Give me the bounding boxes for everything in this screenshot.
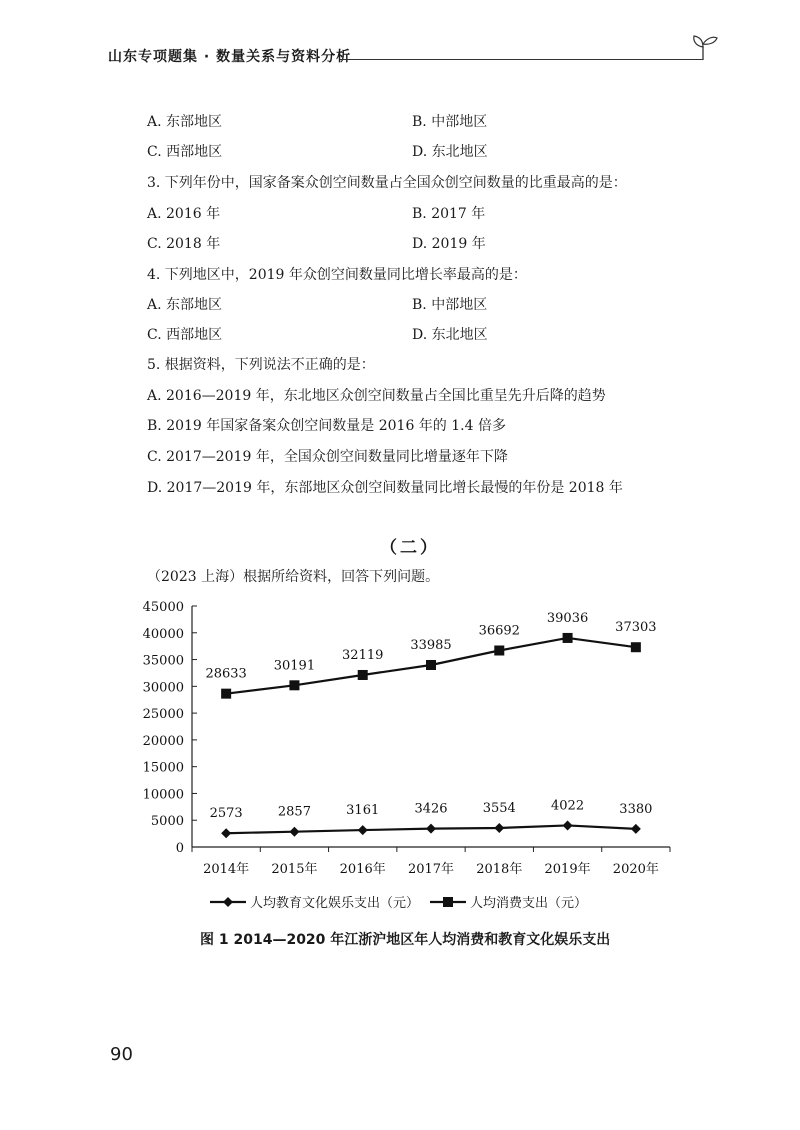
y-tick-label: 45000 bbox=[142, 600, 184, 615]
series-2-point bbox=[631, 642, 641, 652]
y-tick-label: 5000 bbox=[150, 814, 184, 830]
q5-stem: 5. 根据资料，下列说法不正确的是： bbox=[147, 357, 375, 373]
legend-marker-diamond bbox=[223, 897, 233, 907]
y-tick-label: 25000 bbox=[142, 707, 184, 723]
data-label: 3380 bbox=[619, 801, 653, 817]
series-2-point bbox=[426, 660, 436, 670]
y-tick-label: 35000 bbox=[142, 653, 184, 669]
x-tick-label: 2017年 bbox=[407, 862, 455, 877]
q4-option-a: A. 东部地区 bbox=[147, 297, 223, 313]
header-title: 山东专项题集 · 数量关系与资料分析 bbox=[108, 49, 352, 65]
data-label: 2573 bbox=[209, 806, 243, 822]
data-label: 3554 bbox=[482, 800, 516, 816]
header-rule bbox=[340, 59, 703, 60]
q3-option-d: D. 2019 年 bbox=[412, 236, 486, 252]
figure-caption: 图 1 2014—2020 年江浙沪地区年人均消费和教育文化娱乐支出 bbox=[200, 932, 611, 948]
series-1-point bbox=[494, 823, 504, 833]
x-tick-label: 2014年 bbox=[203, 862, 250, 877]
section-intro: （2023 上海）根据所给资料，回答下列问题。 bbox=[147, 569, 440, 585]
y-tick-label: 15000 bbox=[142, 760, 184, 776]
legend-marker-square bbox=[443, 897, 453, 907]
y-tick-label: 10000 bbox=[142, 787, 184, 803]
data-label: 3426 bbox=[414, 801, 448, 817]
series-1-point bbox=[631, 824, 641, 834]
y-tick-label: 40000 bbox=[142, 626, 184, 642]
data-label: 32119 bbox=[342, 647, 384, 663]
data-label: 39036 bbox=[546, 610, 589, 626]
q4-option-b: B. 中部地区 bbox=[412, 297, 488, 313]
data-label: 33985 bbox=[410, 637, 452, 653]
q5-option-d: D. 2017—2019 年，东部地区众创空间数量同比增长最慢的年份是 2018 年 bbox=[147, 480, 623, 496]
q4-option-d: D. 东北地区 bbox=[412, 327, 488, 343]
q3-option-b: B. 2017 年 bbox=[412, 206, 486, 222]
data-label: 3161 bbox=[346, 803, 380, 819]
q4-option-c: C. 西部地区 bbox=[147, 327, 223, 343]
q5-option-a: A. 2016—2019 年，东北地区众创空间数量占全国比重呈先升后降的趋势 bbox=[147, 388, 606, 404]
series-1-point bbox=[221, 828, 231, 838]
data-label: 2857 bbox=[277, 804, 311, 820]
y-tick-label: 0 bbox=[175, 841, 184, 856]
q3-stem: 3. 下列年份中，国家备案众创空间数量占全国众创空间数量的比重最高的是： bbox=[147, 175, 627, 191]
series-1-point bbox=[426, 824, 436, 834]
page-number: 90 bbox=[110, 1044, 133, 1065]
legend-label-2: 人均消费支出（元） bbox=[470, 896, 588, 911]
series-2-point bbox=[494, 645, 504, 655]
q3-option-c: C. 2018 年 bbox=[147, 236, 221, 252]
x-tick-label: 2018年 bbox=[476, 862, 523, 877]
x-tick-label: 2020年 bbox=[612, 862, 659, 877]
line-chart bbox=[130, 596, 690, 926]
series-1-point bbox=[358, 825, 368, 835]
series-2-point bbox=[563, 633, 573, 643]
series-1-point bbox=[289, 827, 299, 837]
y-tick-label: 20000 bbox=[142, 733, 184, 749]
q5-option-c: C. 2017—2019 年，全国众创空间数量同比增量逐年下降 bbox=[147, 449, 508, 465]
data-label: 36692 bbox=[478, 623, 520, 639]
legend-label-1: 人均教育文化娱乐支出（元） bbox=[250, 896, 420, 911]
x-tick-label: 2019年 bbox=[544, 862, 591, 877]
q4-stem: 4. 下列地区中，2019 年众创空间数量同比增长率最高的是： bbox=[147, 267, 527, 283]
series-1-point bbox=[563, 820, 573, 830]
section-title: （二） bbox=[380, 538, 440, 558]
series-2-point bbox=[289, 680, 299, 690]
series-2-point bbox=[221, 689, 231, 699]
q2-option-c: C. 西部地区 bbox=[147, 144, 223, 160]
q2-option-d: D. 东北地区 bbox=[412, 144, 488, 160]
y-tick-label: 30000 bbox=[142, 680, 184, 696]
data-label: 30191 bbox=[273, 658, 316, 674]
data-label: 37303 bbox=[615, 620, 657, 636]
x-tick-label: 2016年 bbox=[339, 862, 386, 877]
q2-option-b: B. 中部地区 bbox=[412, 114, 488, 130]
q5-option-b: B. 2019 年国家备案众创空间数量是 2016 年的 1.4 倍多 bbox=[147, 418, 506, 434]
series-2-point bbox=[358, 670, 368, 680]
data-label: 28633 bbox=[205, 666, 247, 682]
sprout-icon bbox=[690, 30, 720, 62]
x-tick-label: 2015年 bbox=[271, 862, 318, 877]
q3-option-a: A. 2016 年 bbox=[147, 206, 221, 222]
q2-option-a: A. 东部地区 bbox=[147, 114, 223, 130]
data-label: 4022 bbox=[551, 798, 585, 814]
